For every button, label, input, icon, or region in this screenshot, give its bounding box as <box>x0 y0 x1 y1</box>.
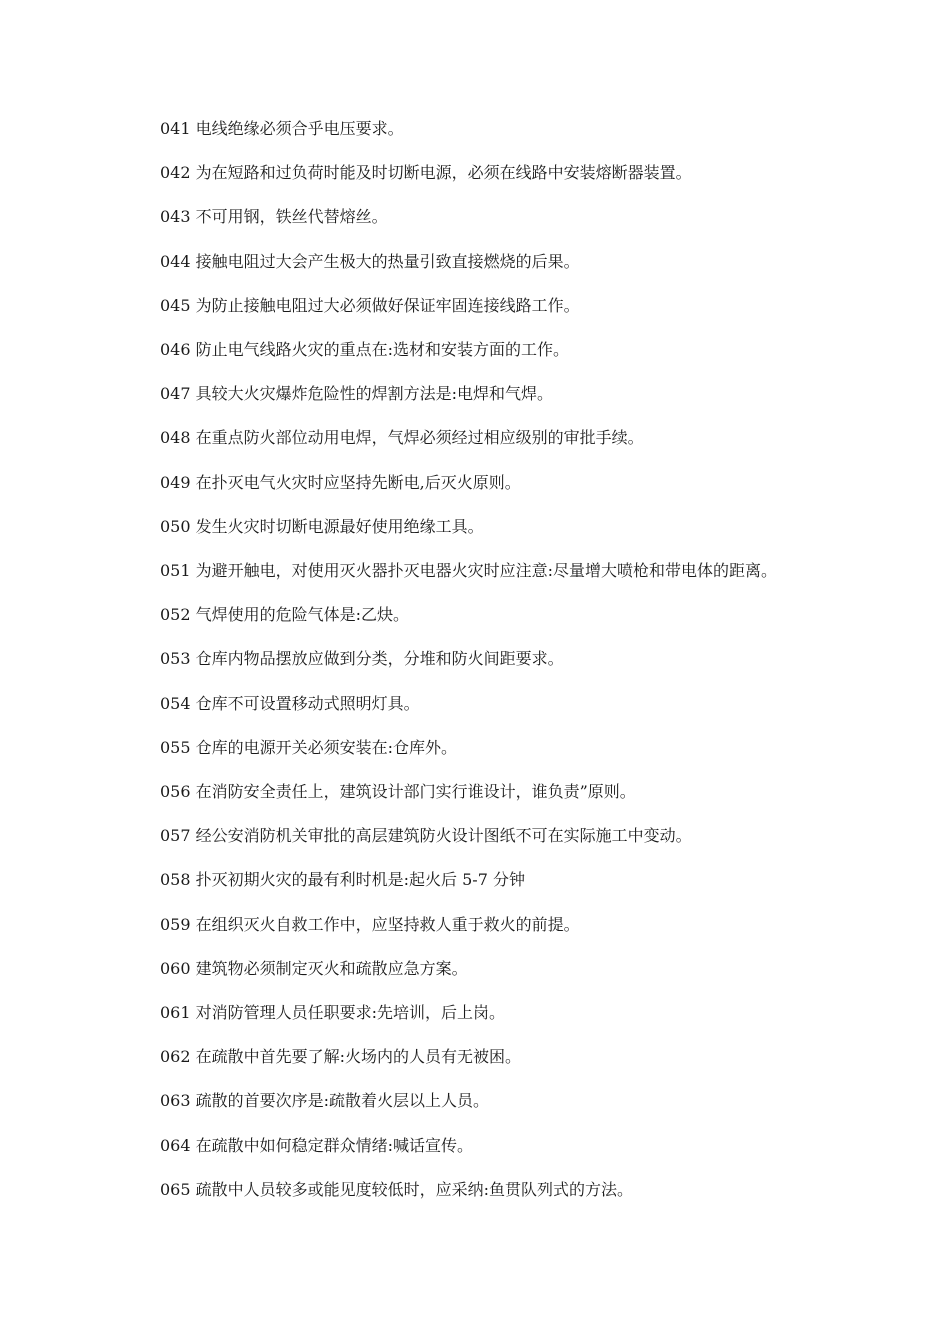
paragraph-049: 049 在扑灭电气火灾时应坚持先断电,后灭火原则。 <box>160 472 521 492</box>
paragraph-062: 062 在疏散中首先要了解:火场内的人员有无被困。 <box>160 1047 522 1067</box>
paragraph-044: 044 接触电阻过大会产生极大的热量引致直接燃烧的后果。 <box>160 251 580 271</box>
paragraph-059: 059 在组织灭火自救工作中，应坚持救人重于救火的前提。 <box>160 914 580 934</box>
paragraph-042: 042 为在短路和过负荷时能及时切断电源，必须在线路中安装熔断器装置。 <box>160 163 692 183</box>
paragraph-048: 048 在重点防火部位动用电焊，气焊必须经过相应级别的审批手续。 <box>160 428 644 448</box>
paragraph-061: 061 对消防管理人员任职要求:先培训，后上岗。 <box>160 1003 506 1023</box>
paragraph-053: 053 仓库内物品摆放应做到分类，分堆和防火间距要求。 <box>160 649 564 669</box>
paragraph-046: 046 防止电气线路火灾的重点在:选材和安装方面的工作。 <box>160 340 570 360</box>
paragraph-045: 045 为防止接触电阻过大必须做好保证牢固连接线路工作。 <box>160 295 580 315</box>
paragraph-063: 063 疏散的首要次序是:疏散着火层以上人员。 <box>160 1091 490 1111</box>
paragraph-043: 043 不可用钢，铁丝代替熔丝。 <box>160 207 388 227</box>
paragraph-058: 058 扑灭初期火灾的最有利时机是:起火后 5-7 分钟 <box>160 870 525 890</box>
document-body <box>138 107 818 1212</box>
paragraph-052: 052 气焊使用的危险气体是:乙炔。 <box>160 605 410 625</box>
paragraph-055: 055 仓库的电源开关必须安装在:仓库外。 <box>160 737 458 757</box>
paragraph-047: 047 具较大火灾爆炸危险性的焊割方法是:电焊和气焊。 <box>160 384 554 404</box>
paragraph-050: 050 发生火灾时切断电源最好使用绝缘工具。 <box>160 516 484 536</box>
paragraph-060: 060 建筑物必须制定灭火和疏散应急方案。 <box>160 958 468 978</box>
paragraph-054: 054 仓库不可设置移动式照明灯具。 <box>160 693 420 713</box>
paragraph-056: 056 在消防安全责任上，建筑设计部门实行谁设计，谁负责”原则。 <box>160 782 636 802</box>
paragraph-065: 065 疏散中人员较多或能见度较低时，应采纳:鱼贯队列式的方法。 <box>160 1179 634 1199</box>
paragraph-057: 057 经公安消防机关审批的高层建筑防火设计图纸不可在实际施工中变动。 <box>160 826 692 846</box>
paragraph-041: 041 电线绝缘必须合乎电压要求。 <box>160 119 404 138</box>
paragraph-064: 064 在疏散中如何稳定群众情绪:喊话宣传。 <box>160 1135 474 1155</box>
paragraph-051: 051 为避开触电，对使用灭火器扑灭电器火灾时应注意:尽量增大喷枪和带电体的距离。 <box>160 561 778 581</box>
